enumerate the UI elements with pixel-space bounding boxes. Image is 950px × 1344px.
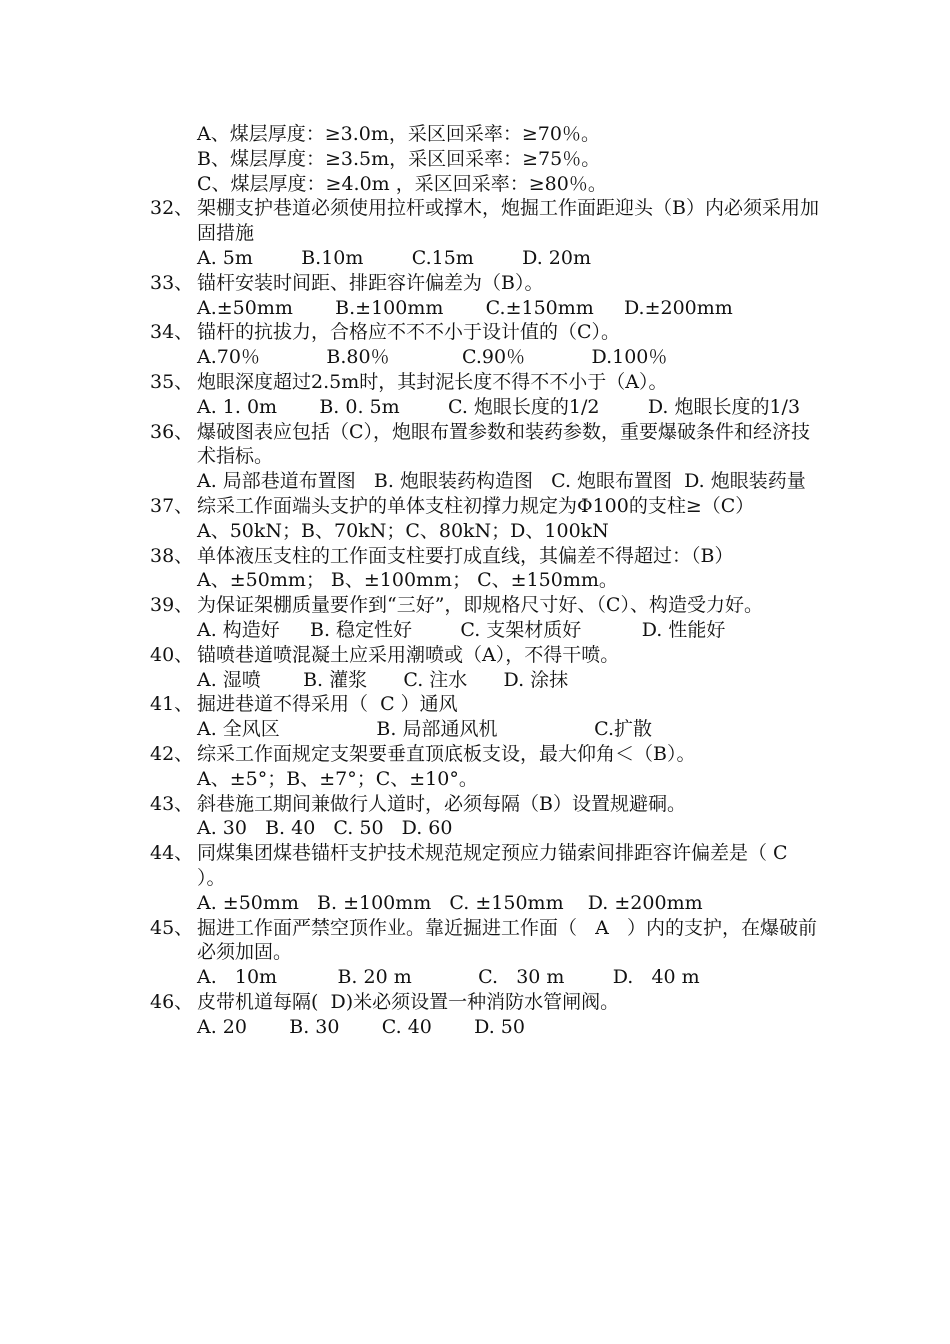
question-number: 37、 bbox=[150, 494, 194, 517]
option-line: A. 20 B. 30 C. 40 D. 50 bbox=[197, 1015, 525, 1038]
question-32 bbox=[150, 196, 820, 246]
option-line: A. 湿喷 B. 灌浆 C. 注水 D. 涂抹 bbox=[197, 668, 569, 691]
question-text: 斜巷施工期间兼做行人道时，必须每隔（B）设置规避硐。 bbox=[197, 792, 686, 815]
question-text: 掘进工作面严禁空顶作业。靠近掘进工作面（ A ）内的支护，在爆破前必须加固。 bbox=[197, 916, 817, 964]
question-text: 锚喷巷道喷混凝土应采用潮喷或（A），不得干喷。 bbox=[197, 643, 620, 666]
option-line: A、50kN；B、70kN；C、80kN；D、100kN bbox=[197, 519, 609, 542]
option-line: B、煤层厚度：≥3.5m，采区回采率：≥75％。 bbox=[197, 147, 601, 170]
question-33 bbox=[150, 271, 820, 296]
option-line: C、煤层厚度：≥4.0m ，采区回采率：≥80％。 bbox=[197, 172, 607, 195]
option-line: A. 10m B. 20 m C. 30 m D. 40 m bbox=[197, 966, 700, 989]
option-line: A、煤层厚度：≥3.0m，采区回采率：≥70％。 bbox=[197, 123, 600, 145]
question-text: 锚杆安装时间距、排距容许偏差为（B）。 bbox=[197, 271, 544, 294]
question-number: 39、 bbox=[150, 594, 194, 617]
question-number: 41、 bbox=[150, 693, 194, 716]
option-line: A. 局部巷道布置图 B. 炮眼装药构造图 C. 炮眼布置图 D. 炮眼装药量 bbox=[197, 470, 806, 493]
question-number: 34、 bbox=[150, 321, 194, 344]
question-number: 32、 bbox=[150, 197, 194, 220]
question-37 bbox=[150, 494, 820, 519]
question-text: 炮眼深度超过2.5m时，其封泥长度不得不不小于（A）。 bbox=[197, 370, 668, 393]
question-45 bbox=[150, 916, 820, 966]
question-number: 44、 bbox=[150, 842, 194, 865]
question-text: 掘进巷道不得采用（ C ）通风 bbox=[197, 693, 458, 716]
option-line: A. 1. 0m B. 0. 5m C. 炮眼长度的1/2 D. 炮眼长度的1/3 bbox=[197, 395, 801, 418]
question-number: 38、 bbox=[150, 544, 194, 567]
option-line: A.70％ B.80％ C.90％ D.100％ bbox=[197, 346, 668, 369]
question-text: 锚杆的抗拔力，合格应不不不小于设计值的（C）。 bbox=[197, 321, 621, 344]
question-41 bbox=[150, 692, 820, 717]
option-line: A、±50mm； B、±100mm； C、±150mm。 bbox=[197, 569, 618, 592]
question-text: 同煤集团煤巷锚杆支护技术规范规定预应力锚索间排距容许偏差是（ C ）。 bbox=[197, 842, 794, 889]
option-line: A. ±50mm B. ±100mm C. ±150mm D. ±200mm bbox=[197, 891, 703, 914]
question-text: 综采工作面规定支架要垂直顶底板支设，最大仰角＜（B）。 bbox=[197, 742, 696, 765]
question-44 bbox=[150, 841, 820, 891]
question-46 bbox=[150, 990, 820, 1015]
question-36 bbox=[150, 420, 820, 470]
question-35 bbox=[150, 370, 820, 395]
question-number: 45、 bbox=[150, 916, 194, 939]
question-number: 35、 bbox=[150, 370, 194, 393]
question-number: 43、 bbox=[150, 792, 194, 815]
question-42 bbox=[150, 742, 820, 767]
option-line: A.±50mm B.±100mm C.±150mm D.±200mm bbox=[197, 296, 733, 319]
question-number: 46、 bbox=[150, 990, 194, 1013]
option-line: A、±5°；B、±7°；C、±10°。 bbox=[197, 767, 478, 790]
option-line: A. 30 B. 40 C. 50 D. 60 bbox=[197, 817, 453, 840]
question-text: 综采工作面端头支护的单体支柱初撑力规定为Φ100的支柱≥（C） bbox=[197, 494, 755, 517]
option-line: A. 构造好 B. 稳定性好 C. 支架材质好 D. 性能好 bbox=[197, 618, 726, 641]
question-number: 42、 bbox=[150, 742, 194, 765]
question-text: 单体液压支柱的工作面支柱要打成直线，其偏差不得超过：（B） bbox=[197, 544, 734, 567]
question-38 bbox=[150, 544, 820, 569]
option-line: A. 5m B.10m C.15m D. 20m bbox=[197, 246, 591, 269]
question-text: 爆破图表应包括（C），炮眼布置参数和装药参数，重要爆破条件和经济技术指标。 bbox=[197, 420, 811, 468]
question-number: 36、 bbox=[150, 420, 194, 443]
question-40 bbox=[150, 643, 820, 668]
question-text: 为保证架棚质量要作到“三好”，即规格尺寸好、（C）、构造受力好。 bbox=[197, 594, 763, 617]
question-number: 33、 bbox=[150, 271, 194, 294]
question-34 bbox=[150, 320, 820, 345]
option-line: A. 全风区 B. 局部通风机 C.扩散 bbox=[197, 718, 653, 741]
question-text: 皮带机道每隔( D)米必须设置一种消防水管闸阀。 bbox=[197, 990, 620, 1013]
question-43 bbox=[150, 792, 820, 817]
question-number: 40、 bbox=[150, 643, 194, 666]
question-list bbox=[150, 122, 820, 1039]
question-text: 架棚支护巷道必须使用拉杆或撑木，炮掘工作面距迎头（B）内必须采用加固措施 bbox=[197, 197, 819, 245]
question-39 bbox=[150, 593, 820, 618]
